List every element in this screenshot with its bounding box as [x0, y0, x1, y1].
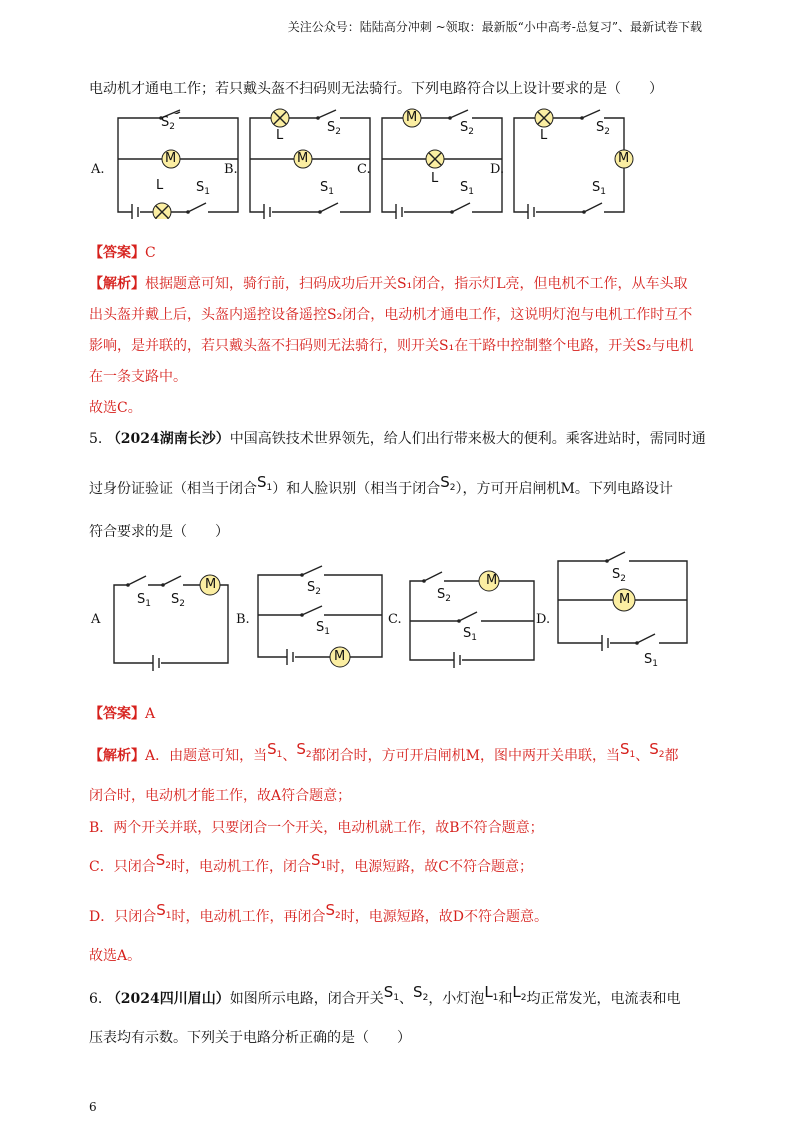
q5a-s2-label: $S_2$: [171, 592, 185, 609]
q4c-s1-label: $S_1$: [460, 180, 474, 197]
q5-option-c: C.: [388, 612, 402, 627]
q5-line-3: 符合要求的是（ ）: [89, 524, 229, 540]
q4-option-d: D.: [490, 162, 505, 177]
q4d-m-label: M: [618, 151, 630, 166]
q4d-s1-label: $S_1$: [592, 180, 606, 197]
q4c-s2-label: $S_2$: [460, 120, 474, 137]
q5-answer: 【答案】A: [89, 706, 156, 722]
q5c-m-label: M: [486, 573, 498, 588]
q4a-m-label: M: [165, 151, 177, 166]
q4-circuit-b: [250, 109, 370, 219]
q4d-l-label: L: [540, 128, 548, 143]
q4c-l-label: L: [431, 171, 439, 186]
q5-analysis-c: C．只闭合$S_2$时，电动机工作，闭合$S_1$时，电源短路，故C不符合题意；: [89, 851, 533, 875]
page-number: 6: [89, 1100, 97, 1114]
q5-circuit-diagrams: [88, 545, 698, 675]
q5a-m-label: M: [205, 577, 217, 592]
page-header: 关注公众号：陆陆高分冲刺 ~领取：最新版“小中高考-总复习”、最新试卷下载: [287, 20, 702, 34]
q6-line-2: 压表均有示数。下列关于电路分析正确的是（ ）: [89, 1030, 411, 1046]
q5b-m-label: M: [334, 649, 346, 664]
q4a-s2-label: $S_2$: [161, 115, 175, 132]
q4-option-b: B.: [224, 162, 238, 177]
q4-circuit-a: [118, 110, 238, 219]
q4-circuit-d: [514, 109, 633, 219]
q5-conclusion: 故选A。: [89, 948, 142, 964]
q4d-s2-label: $S_2$: [596, 120, 610, 137]
q5-line-1: 5. （2024湖南长沙）中国高铁技术世界领先，给人们出行带来极大的便利。乘客进站时，需同时通: [89, 431, 706, 447]
q5-analysis-b: B．两个开关并联，只要闭合一个开关，电动机就工作，故B不符合题意；: [89, 820, 544, 836]
q4-option-a: A.: [91, 162, 105, 177]
q5d-s2-label: $S_2$: [612, 567, 626, 584]
q5a-s1-label: $S_1$: [137, 592, 151, 609]
q5b-s2-label: $S_2$: [307, 580, 321, 597]
q4-answer: 【答案】C: [89, 245, 156, 261]
q4b-l-label: L: [276, 128, 284, 143]
q5-option-a: A: [91, 612, 101, 627]
q4a-l-label: L: [156, 178, 164, 193]
q4-conclusion: 故选C。: [89, 400, 142, 416]
q4-analysis-line-1: 【解析】根据题意可知，骑行前，扫码成功后开关S₁闭合，指示灯L亮，但电机不工作，从车头取: [89, 276, 688, 292]
q5c-s2-label: $S_2$: [437, 587, 451, 604]
q4b-s1-label: $S_1$: [320, 180, 334, 197]
q5c-s1-label: $S_1$: [463, 626, 477, 643]
q4-option-c: C.: [357, 162, 371, 177]
q5-line-2: 过身份证验证（相当于闭合$S_1$）和人脸识别（相当于闭合$S_2$），方可开启闸机M。下列电路设计: [89, 473, 673, 497]
q4-intro: 电动机才通电工作；若只戴头盔不扫码则无法骑行。下列电路符合以上设计要求的是（ ）: [89, 81, 663, 97]
q5-option-b: B.: [236, 612, 250, 627]
q4a-s1-label: $S_1$: [196, 180, 210, 197]
q5b-s1-label: $S_1$: [316, 620, 330, 637]
q4-circuit-c: [382, 109, 505, 219]
q5d-s1-label: $S_1$: [644, 652, 658, 669]
q5-analysis-d: D．只闭合$S_1$时，电动机工作，再闭合$S_2$时，电源短路，故D不符合题意。: [89, 901, 548, 925]
q4-analysis-line-4: 在一条支路中。: [89, 369, 187, 385]
q4b-m-label: M: [297, 151, 309, 166]
q6-line-1: 6. （2024四川眉山）如图所示电路，闭合开关$S_1$、$S_2$，小灯泡$L_1$和$L_2$均正常发光，电流表和电: [89, 983, 681, 1007]
q5-option-d: D.: [536, 612, 551, 627]
q4c-m-label: M: [406, 110, 418, 125]
q5-circuit-c: [410, 571, 534, 668]
q4-analysis-line-2: 出头盔并戴上后，头盔内遥控设备遥控S₂闭合，电动机才通电工作，这说明灯泡与电机工作时互不: [89, 307, 693, 323]
q4b-s2-label: $S_2$: [327, 120, 341, 137]
q4-analysis-line-3: 影响，是并联的，若只戴头盔不扫码则无法骑行，则开关S₁在干路中控制整个电路，开关S₂与电机: [89, 338, 694, 354]
q5d-m-label: M: [619, 592, 631, 607]
q5-analysis-line-1: 【解析】A．由题意可知，当$S_1$、$S_2$都闭合时，方可开启闸机M，图中两开关串联，当$S_1$、$S_2$都: [89, 740, 679, 764]
q5-analysis-line-2: 闭合时，电动机才能工作，故A符合题意；: [89, 788, 352, 804]
